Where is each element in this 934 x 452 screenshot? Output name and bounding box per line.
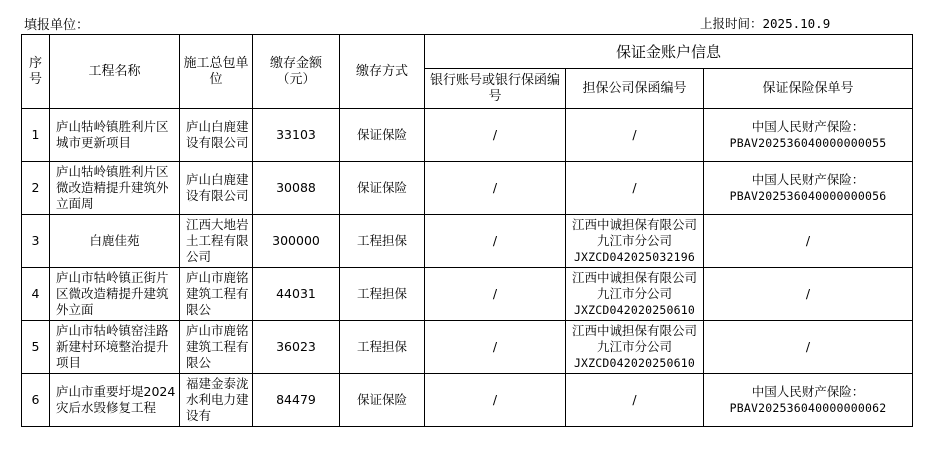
cell-amount: 84479 — [253, 374, 340, 427]
cell-contractor: 江西大地岩土工程有限公司 — [180, 215, 253, 268]
cell-insurance — [704, 109, 913, 162]
cell-insurance: / — [704, 215, 913, 268]
cell-method: 工程担保 — [340, 268, 425, 321]
cell-contractor: 庐山白鹿建设有限公司 — [180, 162, 253, 215]
guarantee-company: 江西中诚担保有限公司九江市分公司 — [571, 217, 697, 248]
cell-project: 庐山市牯岭镇窑洼路新建村环境整治提升项目 — [50, 321, 180, 374]
cell-project: 白鹿佳苑 — [50, 215, 180, 268]
cell-bank: / — [425, 109, 566, 162]
header-project: 工程名称 — [50, 35, 180, 109]
cell-insurance: / — [704, 321, 913, 374]
cell-guarantee: / — [566, 162, 704, 215]
cell-project: 庐山牯岭镇胜利片区城市更新项目 — [50, 109, 180, 162]
cell-guarantee — [566, 268, 704, 321]
cell-project: 庐山牯岭镇胜利片区微改造精提升建筑外立面周 — [50, 162, 180, 215]
cell-method: 工程担保 — [340, 321, 425, 374]
guarantee-number: JXZCD042020250610 — [573, 356, 696, 370]
cell-guarantee: / — [566, 374, 704, 427]
table-row — [22, 109, 913, 162]
cell-seq: 2 — [22, 162, 50, 215]
cell-bank: / — [425, 374, 566, 427]
header-amount: 缴存金额（元） — [253, 35, 340, 109]
cell-bank: / — [425, 162, 566, 215]
cell-guarantee — [566, 215, 704, 268]
cell-bank: / — [425, 321, 566, 374]
cell-amount: 33103 — [253, 109, 340, 162]
cell-seq: 3 — [22, 215, 50, 268]
table-row — [22, 268, 913, 321]
cell-method: 工程担保 — [340, 215, 425, 268]
cell-contractor: 福建金泰泷水利电力建设有 — [180, 374, 253, 427]
table-row — [22, 215, 913, 268]
cell-guarantee — [566, 321, 704, 374]
cell-guarantee: / — [566, 109, 704, 162]
header-method: 缴存方式 — [340, 35, 425, 109]
cell-insurance: / — [704, 268, 913, 321]
insurance-number: PBAV202536040000000056 — [729, 189, 887, 203]
insurance-number: PBAV202536040000000062 — [729, 401, 887, 415]
table-row — [22, 162, 913, 215]
cell-amount: 30088 — [253, 162, 340, 215]
header-account-info: 保证金账户信息 — [425, 35, 913, 69]
cell-project: 庐山市重要圩堤2024灾后水毁修复工程 — [50, 374, 180, 427]
table-row — [22, 321, 913, 374]
cell-amount: 36023 — [253, 321, 340, 374]
cell-project: 庐山市牯岭镇正街片区微改造精提升建筑外立面 — [50, 268, 180, 321]
header-insurance: 保证保险保单号 — [704, 69, 913, 109]
report-time: 上报时间：2025.10.9 — [700, 16, 831, 31]
cell-amount: 44031 — [253, 268, 340, 321]
cell-insurance — [704, 374, 913, 427]
cell-insurance — [704, 162, 913, 215]
cell-method: 保证保险 — [340, 374, 425, 427]
guarantee-number: JXZCD042025032196 — [573, 250, 696, 264]
insurance-company: 中国人民财产保险： — [751, 384, 865, 399]
guarantee-number: JXZCD042020250610 — [573, 303, 696, 317]
header-guarantee: 担保公司保函编号 — [566, 69, 704, 109]
fill-unit-label: 填报单位： — [24, 18, 90, 33]
insurance-number: PBAV202536040000000055 — [729, 136, 887, 150]
guarantee-company: 江西中诚担保有限公司九江市分公司 — [571, 323, 697, 354]
cell-seq: 4 — [22, 268, 50, 321]
header-bank: 银行账号或银行保函编号 — [425, 69, 566, 109]
cell-amount: 300000 — [253, 215, 340, 268]
cell-contractor: 庐山市鹿铭建筑工程有限公 — [180, 321, 253, 374]
guarantee-company: 江西中诚担保有限公司九江市分公司 — [571, 270, 697, 301]
cell-seq: 6 — [22, 374, 50, 427]
cell-method: 保证保险 — [340, 109, 425, 162]
header-contractor: 施工总包单位 — [180, 35, 253, 109]
insurance-company: 中国人民财产保险： — [751, 119, 865, 134]
cell-bank: / — [425, 215, 566, 268]
cell-seq: 5 — [22, 321, 50, 374]
cell-method: 保证保险 — [340, 162, 425, 215]
cell-contractor: 庐山白鹿建设有限公司 — [180, 109, 253, 162]
table-row — [22, 374, 913, 427]
guarantee-table — [21, 34, 913, 427]
header-seq: 序号 — [22, 35, 50, 109]
cell-bank: / — [425, 268, 566, 321]
cell-contractor: 庐山市鹿铭建筑工程有限公 — [180, 268, 253, 321]
cell-seq: 1 — [22, 109, 50, 162]
insurance-company: 中国人民财产保险： — [751, 172, 865, 187]
